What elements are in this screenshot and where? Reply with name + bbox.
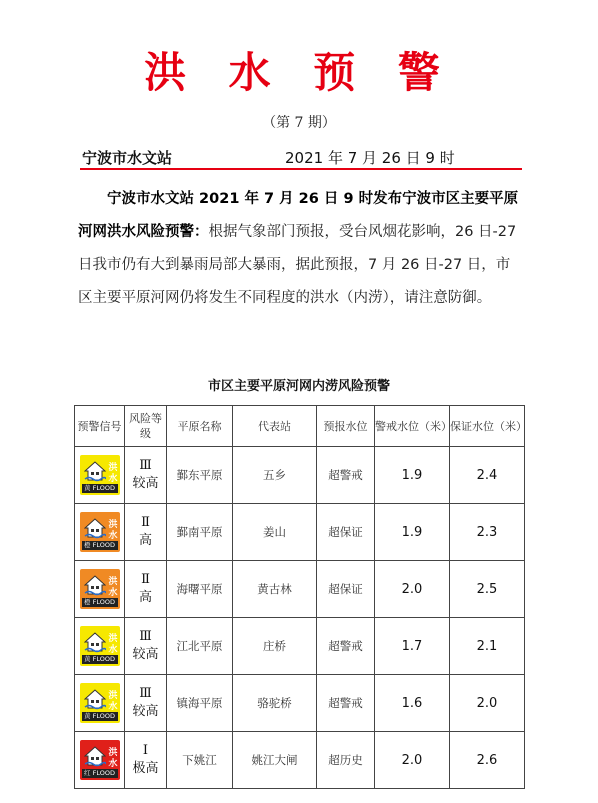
signal-label: 黄 FLOOD	[82, 712, 118, 721]
risk-level-text: 高	[138, 533, 152, 548]
issue-datetime: 2021 年 7 月 26 日 9 时	[285, 149, 455, 167]
guarantee-level-cell: 2.5	[450, 561, 525, 618]
table-title: 市区主要平原河网内涝风险预警	[207, 379, 390, 394]
station-cell: 庄桥	[233, 618, 317, 675]
header-plain-name: 平原名称	[167, 406, 233, 447]
guarantee-level-cell: 2.0	[450, 675, 525, 732]
signal-cell	[75, 732, 125, 789]
risk-level-cell	[125, 561, 167, 618]
guarantee-level-cell: 2.1	[450, 618, 525, 675]
flood-risk-table	[74, 405, 525, 789]
risk-level-text: 较高	[132, 476, 159, 491]
house-icon	[84, 517, 106, 539]
table-row	[75, 732, 525, 789]
risk-level-cell	[125, 675, 167, 732]
house-icon	[84, 745, 106, 767]
plain-name-cell: 下姚江	[167, 732, 233, 789]
risk-level-roman: Ⅲ	[139, 458, 152, 473]
station-cell: 五乡	[233, 447, 317, 504]
signal-char: 水	[108, 588, 118, 598]
signal-label: 黄 FLOOD	[82, 484, 118, 493]
signal-char: 水	[108, 645, 118, 655]
signal-label: 橙 FLOOD	[82, 541, 118, 550]
risk-level-roman: Ⅰ	[142, 743, 149, 758]
issue-number: （第 7 期）	[262, 115, 336, 131]
plain-name-cell: 海曙平原	[167, 561, 233, 618]
forecast-cell: 超警戒	[317, 675, 375, 732]
header-station: 代表站	[233, 406, 317, 447]
forecast-cell: 超警戒	[317, 618, 375, 675]
header-warning-level: 警戒水位（米）	[375, 406, 450, 447]
risk-level-text: 高	[138, 590, 152, 605]
risk-level-text: 极高	[132, 761, 159, 776]
risk-level-cell	[125, 447, 167, 504]
flood-warning-signal-icon	[80, 512, 120, 552]
signal-char: 水	[108, 759, 118, 769]
house-icon	[84, 460, 106, 482]
signal-char: 洪	[108, 520, 118, 530]
flood-warning-signal-icon	[80, 569, 120, 609]
warning-level-cell: 1.7	[375, 618, 450, 675]
station-cell: 姜山	[233, 504, 317, 561]
plain-name-cell: 鄞东平原	[167, 447, 233, 504]
signal-cell	[75, 675, 125, 732]
signal-cell	[75, 618, 125, 675]
forecast-cell: 超历史	[317, 732, 375, 789]
warning-level-cell: 2.0	[375, 561, 450, 618]
forecast-cell: 超警戒	[317, 447, 375, 504]
risk-level-roman: Ⅲ	[139, 686, 152, 701]
flood-warning-signal-icon	[80, 740, 120, 780]
page-title: 洪 水 预 警	[144, 48, 454, 97]
plain-name-cell: 江北平原	[167, 618, 233, 675]
risk-level-cell	[125, 618, 167, 675]
signal-label: 红 FLOOD	[82, 769, 118, 778]
table-header-row	[75, 406, 525, 447]
signal-char: 水	[108, 474, 118, 484]
guarantee-level-cell: 2.4	[450, 447, 525, 504]
signal-char: 洪	[108, 577, 118, 587]
risk-level-roman: Ⅱ	[141, 572, 150, 587]
announcement-lead: 宁波市水文站 2021 年 7 月 26 日 9 时发布宁波市区主要平原河网洪水风险预警：	[78, 191, 519, 240]
risk-level-text: 较高	[132, 647, 159, 662]
risk-level-roman: Ⅲ	[139, 629, 152, 644]
flood-warning-signal-icon	[80, 455, 120, 495]
signal-cell	[75, 504, 125, 561]
signal-char: 洪	[108, 463, 118, 473]
house-icon	[84, 574, 106, 596]
warning-level-cell: 1.6	[375, 675, 450, 732]
signal-label: 黄 FLOOD	[82, 655, 118, 664]
header-forecast: 预报水位	[317, 406, 375, 447]
table-row	[75, 447, 525, 504]
guarantee-level-cell: 2.6	[450, 732, 525, 789]
signal-char: 洪	[108, 634, 118, 644]
risk-level-cell	[125, 732, 167, 789]
signal-char: 洪	[108, 748, 118, 758]
warning-level-cell: 1.9	[375, 447, 450, 504]
house-icon	[84, 688, 106, 710]
station-cell: 骆驼桥	[233, 675, 317, 732]
forecast-cell: 超保证	[317, 561, 375, 618]
warning-level-cell: 2.0	[375, 732, 450, 789]
station-cell: 姚江大闸	[233, 732, 317, 789]
issuing-station: 宁波市水文站	[82, 149, 173, 167]
table-row	[75, 504, 525, 561]
announcement-body	[78, 183, 524, 315]
signal-char: 水	[108, 531, 118, 541]
signal-char: 洪	[108, 691, 118, 701]
header-guarantee-level: 保证水位（米）	[450, 406, 525, 447]
table-row	[75, 618, 525, 675]
station-cell: 黄古林	[233, 561, 317, 618]
announcement-text: 根据气象部门预报，受台风烟花影响，26 日-27 日我市仍有大到暴雨局部大暴雨，据此预报，7 月 26 日-27 日，市区主要平原河网仍将发生不同程度的洪水（内涝），请注意防御。	[78, 224, 517, 306]
header-signal: 预警信号	[75, 406, 125, 447]
risk-level-text: 较高	[132, 704, 159, 719]
signal-cell	[75, 561, 125, 618]
header-risk-level: 风险等级	[125, 406, 167, 447]
house-icon	[84, 631, 106, 653]
dateline	[82, 147, 522, 167]
table-row	[75, 675, 525, 732]
header-divider	[80, 168, 522, 170]
warning-level-cell: 1.9	[375, 504, 450, 561]
flood-warning-signal-icon	[80, 683, 120, 723]
risk-level-cell	[125, 504, 167, 561]
table-row	[75, 561, 525, 618]
flood-warning-signal-icon	[80, 626, 120, 666]
signal-cell	[75, 447, 125, 504]
forecast-cell: 超保证	[317, 504, 375, 561]
signal-label: 橙 FLOOD	[82, 598, 118, 607]
guarantee-level-cell: 2.3	[450, 504, 525, 561]
risk-level-roman: Ⅱ	[141, 515, 150, 530]
plain-name-cell: 镇海平原	[167, 675, 233, 732]
plain-name-cell: 鄞南平原	[167, 504, 233, 561]
signal-char: 水	[108, 702, 118, 712]
